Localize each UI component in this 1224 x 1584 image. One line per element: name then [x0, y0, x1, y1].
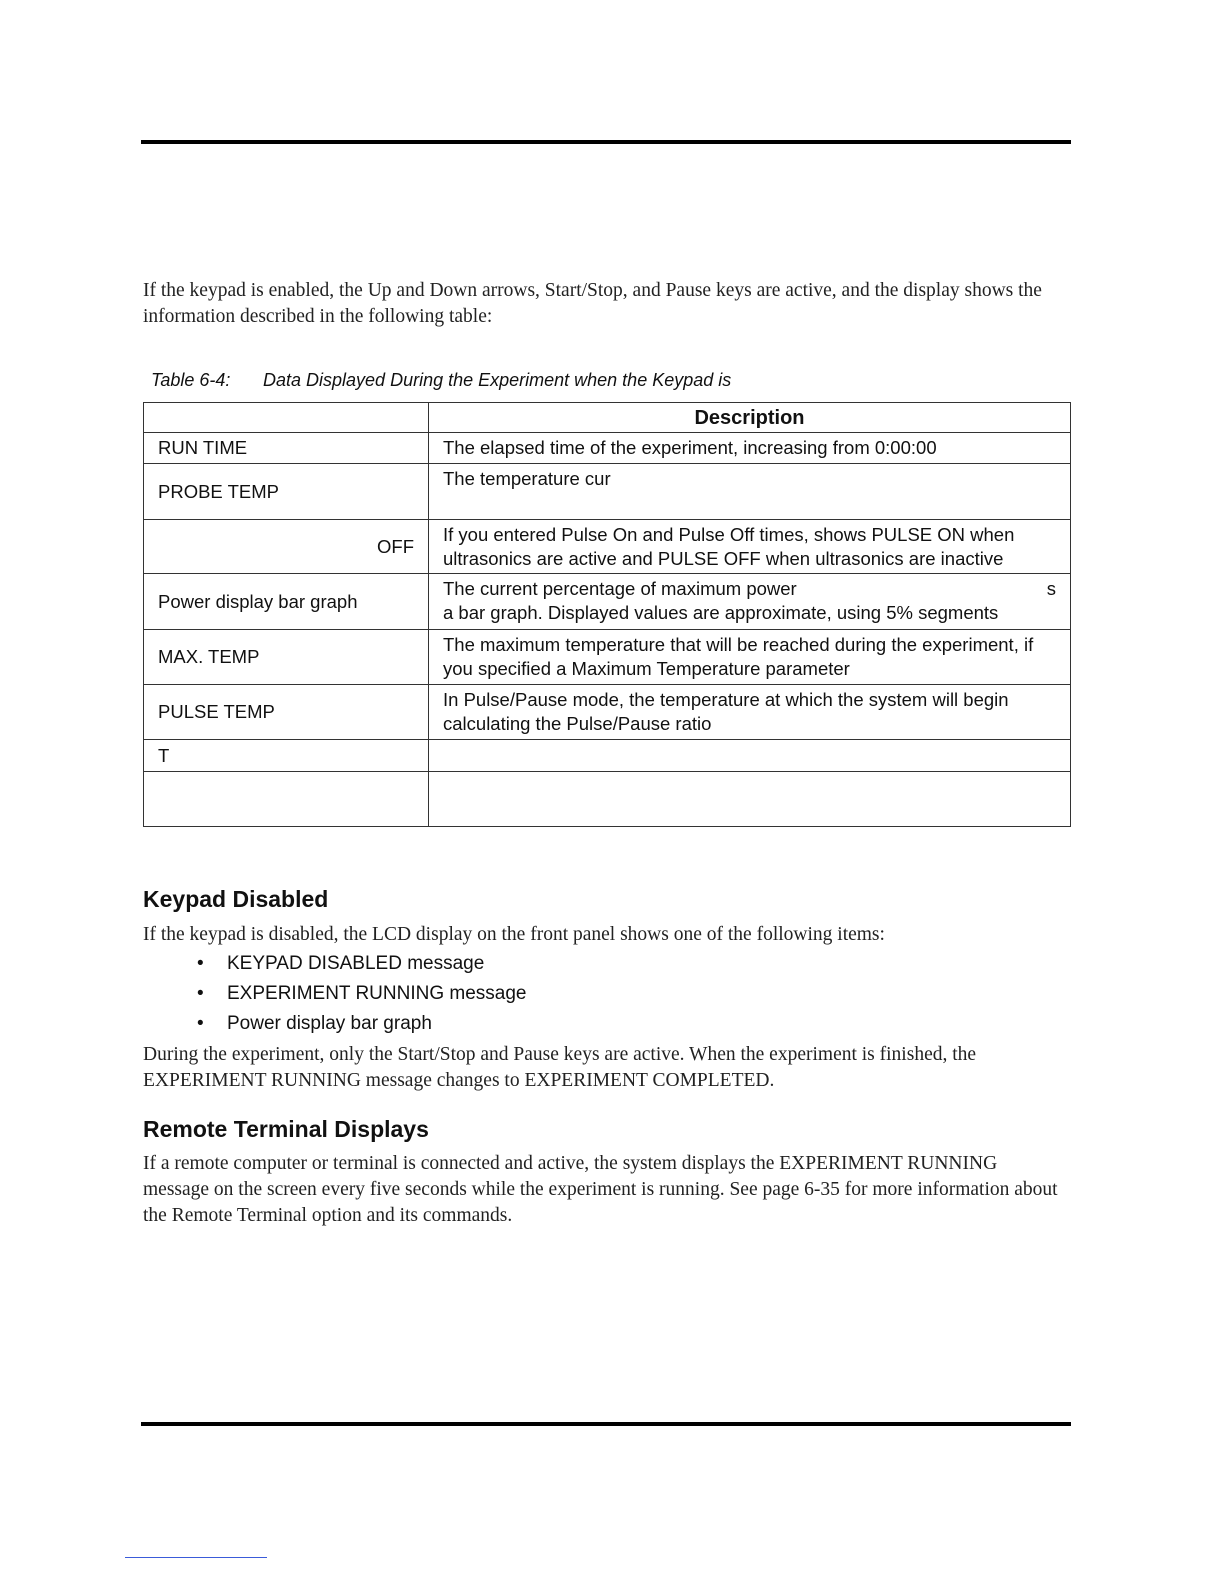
footer-link-underline	[125, 1557, 267, 1558]
row-description	[429, 574, 1071, 630]
table-row	[144, 520, 1071, 574]
row-description-line2: a bar graph. Displayed values are approximate, using 5% segments	[443, 602, 999, 623]
list-item-text: KEYPAD DISABLED message	[227, 953, 485, 974]
bullet-icon: •	[197, 953, 204, 974]
row-description: If you entered Pulse On and Pulse Off times, shows PULSE ON when ultrasonics are active and PULSE OFF when ultrasonics are inactive	[429, 520, 1071, 574]
footer-rule	[141, 1422, 1071, 1426]
list-item	[197, 1012, 527, 1042]
row-item: MAX. TEMP	[144, 630, 429, 685]
display-items-list	[197, 952, 527, 1042]
header-rule	[141, 140, 1071, 144]
list-item-text: Power display bar graph	[227, 1013, 432, 1034]
row-description: In Pulse/Pause mode, the temperature at which the system will begin calculating the Pulse/Pause ratio	[429, 685, 1071, 740]
table-caption-number: Table 6-4:	[151, 370, 231, 390]
keypad-disabled-paragraph: If the keypad is disabled, the LCD display on the front panel shows one of the following items:	[143, 924, 885, 945]
row-description	[429, 772, 1071, 827]
table-row	[144, 772, 1071, 827]
table-caption-title: Data Displayed During the Experiment when the Keypad is	[263, 370, 732, 390]
row-item: PULSE TEMP	[144, 685, 429, 740]
table-row	[144, 685, 1071, 740]
row-item: RUN TIME	[144, 433, 429, 464]
remote-terminal-heading: Remote Terminal Displays	[143, 1116, 429, 1142]
keypad-disabled-heading: Keypad Disabled	[143, 886, 329, 912]
bullet-icon: •	[197, 983, 204, 1004]
bullet-icon: •	[197, 1013, 204, 1034]
table-row	[144, 740, 1071, 772]
table-row	[144, 433, 1071, 464]
row-item: T	[144, 740, 429, 772]
list-item	[197, 982, 527, 1012]
table-row	[144, 574, 1071, 630]
table-header-row	[144, 403, 1071, 433]
table-header-description: Description	[429, 403, 1071, 433]
table-caption	[151, 370, 731, 391]
row-description-line1: The current percentage of maximum power	[443, 578, 797, 599]
row-description: The maximum temperature that will be reached during the experiment, if you specified a Maximum Temperature parameter	[429, 630, 1071, 685]
keypad-data-table	[143, 402, 1071, 827]
during-experiment-paragraph: During the experiment, only the Start/Stop and Pause keys are active. When the experiment is finished, the EXPERIMENT RUNNING message changes to EXPERIMENT COMPLETED.	[143, 1044, 977, 1091]
table-row	[144, 630, 1071, 685]
intro-paragraph: If the keypad is enabled, the Up and Down arrows, Start/Stop, and Pause keys are active, and the display shows the information described in the following table:	[143, 280, 1042, 327]
list-item	[197, 952, 527, 982]
list-item-text: EXPERIMENT RUNNING message	[227, 983, 527, 1004]
table-header-item	[144, 403, 429, 433]
table-row	[144, 464, 1071, 520]
row-item: OFF	[144, 520, 429, 574]
row-description	[429, 740, 1071, 772]
row-item	[144, 772, 429, 827]
row-item: Power display bar graph	[144, 574, 429, 630]
row-description: The elapsed time of the experiment, increasing from 0:00:00	[429, 433, 1071, 464]
row-item: PROBE TEMP	[144, 464, 429, 520]
row-description-line1-end: s	[1046, 578, 1056, 599]
remote-terminal-paragraph: If a remote computer or terminal is connected and active, the system displays the EXPERIMENT RUNNING message on the screen every five seconds while the experiment is running. See page 6-35 for more information about the Remote Terminal option and its commands.	[143, 1153, 1058, 1226]
row-description: The temperature cur	[429, 464, 1071, 520]
